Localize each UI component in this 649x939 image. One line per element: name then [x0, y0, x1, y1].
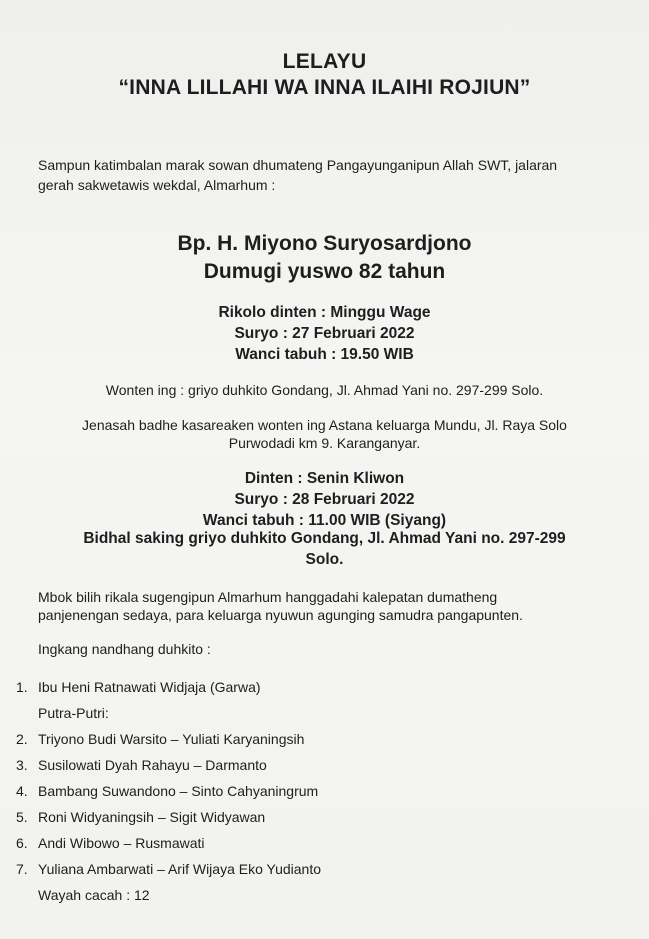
list-item [16, 752, 616, 778]
children-heading: Putra-Putri: [38, 705, 109, 721]
intro-line: gerah sakwetawis wekdal, Almarhum : [38, 177, 276, 193]
list-text: Triyono Budi Warsito – Yuliati Karyaningsih [38, 731, 305, 747]
list-text: Roni Widyaningsih – Sigit Widyawan [38, 809, 266, 825]
list-number: 4. [16, 783, 28, 799]
burial-line: Jenasah badhe kasareaken wonten ing Astana keluarga Mundu, Jl. Raya Solo [82, 417, 567, 433]
funeral-time: Wanci tabuh : 11.00 WIB (Siyang) [202, 512, 447, 529]
venue-line: Wonten ing : griyo duhkito Gondang, Jl. Ahmad Yani no. 297-299 Solo. [105, 382, 544, 398]
departure-line: Solo. [305, 551, 344, 568]
list-number: 5. [16, 809, 28, 825]
intro-line: Sampun katimbalan marak sowan dhumateng Pangayunganipun Allah SWT, jalaran [38, 157, 558, 173]
list-text: Susilowati Dyah Rahayu – Darmanto [38, 757, 267, 773]
departure-line: Bidhal saking griyo duhkito Gondang, Jl. Ahmad Yani no. 297-299 [83, 530, 566, 547]
list-text: Bambang Suwandono – Sinto Cahyaningrum [38, 783, 319, 799]
apology-paragraph [38, 588, 618, 624]
list-number: 7. [16, 861, 28, 877]
death-day: Rikolo dinten : Minggu Wage [218, 304, 431, 321]
children-heading-row [16, 700, 616, 726]
intro-paragraph [38, 155, 618, 195]
deceased-block [0, 230, 649, 286]
list-item [16, 778, 616, 804]
family-list [16, 674, 616, 908]
list-item [16, 830, 616, 856]
list-text: Yuliana Ambarwati – Arif Wijaya Eko Yudianto [38, 861, 322, 877]
burial-info [0, 416, 649, 452]
list-number: 6. [16, 835, 28, 851]
grandchildren-row [16, 882, 616, 908]
list-item [16, 804, 616, 830]
grandchildren-count: Wayah cacah : 12 [38, 887, 150, 903]
death-time: Wanci tabuh : 19.50 WIB [235, 346, 414, 363]
list-text: Ibu Heni Ratnawati Widjaja (Garwa) [38, 679, 261, 695]
funeral-day: Dinten : Senin Kliwon [244, 470, 405, 487]
list-text: Andi Wibowo – Rusmawati [38, 835, 205, 851]
document-title: LELAYU [282, 50, 367, 73]
death-info [0, 302, 649, 365]
list-item [16, 674, 616, 700]
death-date: Suryo : 27 Februari 2022 [234, 325, 415, 342]
list-number: 3. [16, 757, 28, 773]
funeral-info [0, 468, 649, 531]
deceased-age: Dumugi yuswo 82 tahun [203, 260, 446, 283]
list-item [16, 726, 616, 752]
burial-line: Purwodadi km 9. Karanganyar. [228, 435, 421, 451]
list-number: 2. [16, 731, 28, 747]
deceased-name: Bp. H. Miyono Suryosardjono [177, 232, 472, 255]
document-subtitle: “INNA LILLAHI WA INNA ILAIHI ROJIUN” [118, 76, 531, 99]
mourners-heading: Ingkang nandhang duhkito : [38, 641, 211, 657]
list-item [16, 856, 616, 882]
departure-info [0, 528, 649, 570]
list-number: 1. [16, 679, 28, 695]
apology-line: panjenengan sedaya, para keluarga nyuwun agunging samudra pangapunten. [38, 607, 523, 623]
funeral-date: Suryo : 28 Februari 2022 [234, 491, 415, 508]
apology-line: Mbok bilih rikala sugengipun Almarhum hanggadahi kalepatan dumatheng [38, 589, 498, 605]
